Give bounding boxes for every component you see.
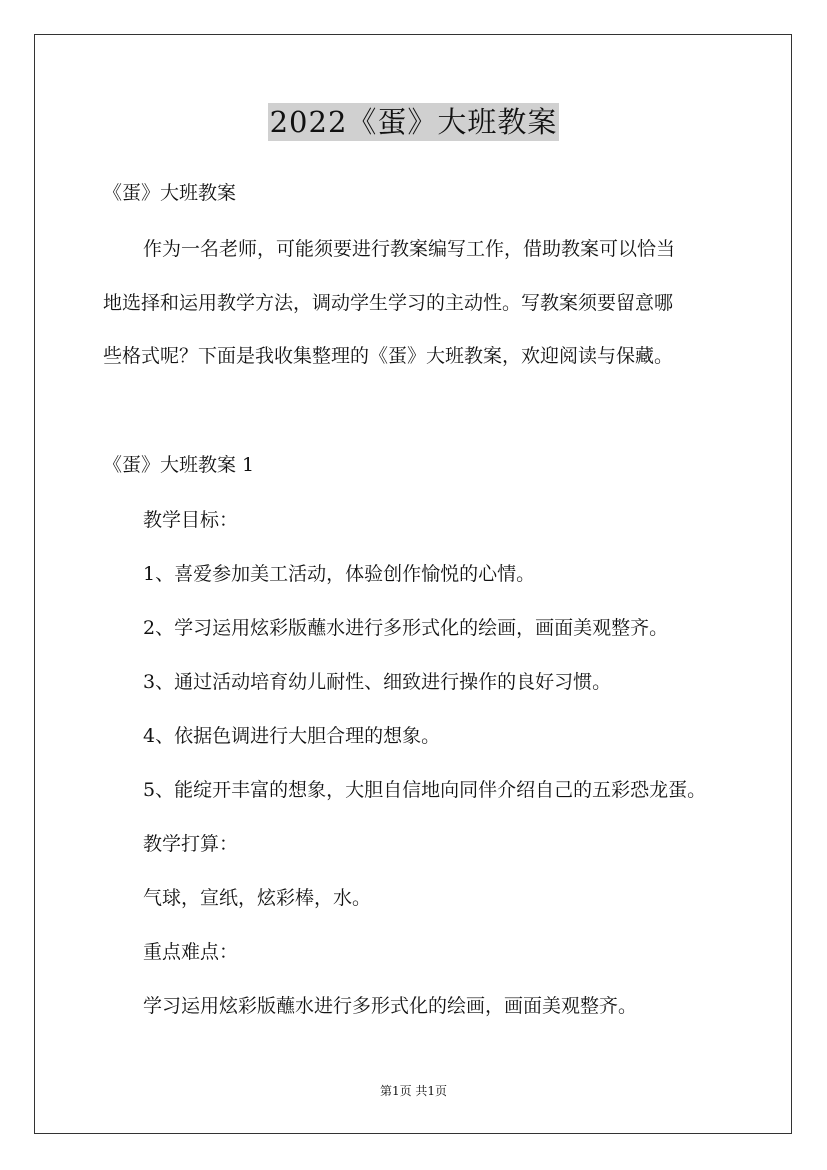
goals-label: 教学目标： [143,509,239,531]
key-points-label: 重点难点： [143,941,239,963]
intro-paragraph-line-1: 作为一名老师，可能须要进行教案编写工作，借助教案可以恰当 [143,238,676,260]
prep-label: 教学打算： [143,833,239,855]
document-subtitle: 《蛋》大班教案 [103,182,237,204]
title-container [0,103,827,141]
goal-item-3: 3、通过活动培育幼儿耐性、细致进行操作的良好习惯。 [143,671,612,693]
document-title: 2022《蛋》大班教案 [269,105,558,139]
page-footer: 第1页 共1页 [379,1084,448,1098]
goal-item-2: 2、学习运用炫彩版蘸水进行多形式化的绘画，画面美观整齐。 [143,617,669,639]
prep-text: 气球，宣纸，炫彩棒，水。 [143,887,372,909]
intro-paragraph-line-2: 地选择和运用教学方法，调动学生学习的主动性。写教案须要留意哪 [103,292,674,314]
goal-item-4: 4、依据色调进行大胆合理的想象。 [143,725,441,747]
intro-paragraph-line-3: 些格式呢？下面是我收集整理的《蛋》大班教案，欢迎阅读与保藏。 [103,345,674,367]
key-points-text: 学习运用炫彩版蘸水进行多形式化的绘画，画面美观整齐。 [143,995,638,1017]
goal-item-1: 1、喜爱参加美工活动，体验创作愉悦的心情。 [143,563,536,585]
goal-item-5: 5、能绽开丰富的想象，大胆自信地向同伴介绍自己的五彩恐龙蛋。 [143,779,707,801]
section-heading: 《蛋》大班教案 1 [103,454,255,476]
